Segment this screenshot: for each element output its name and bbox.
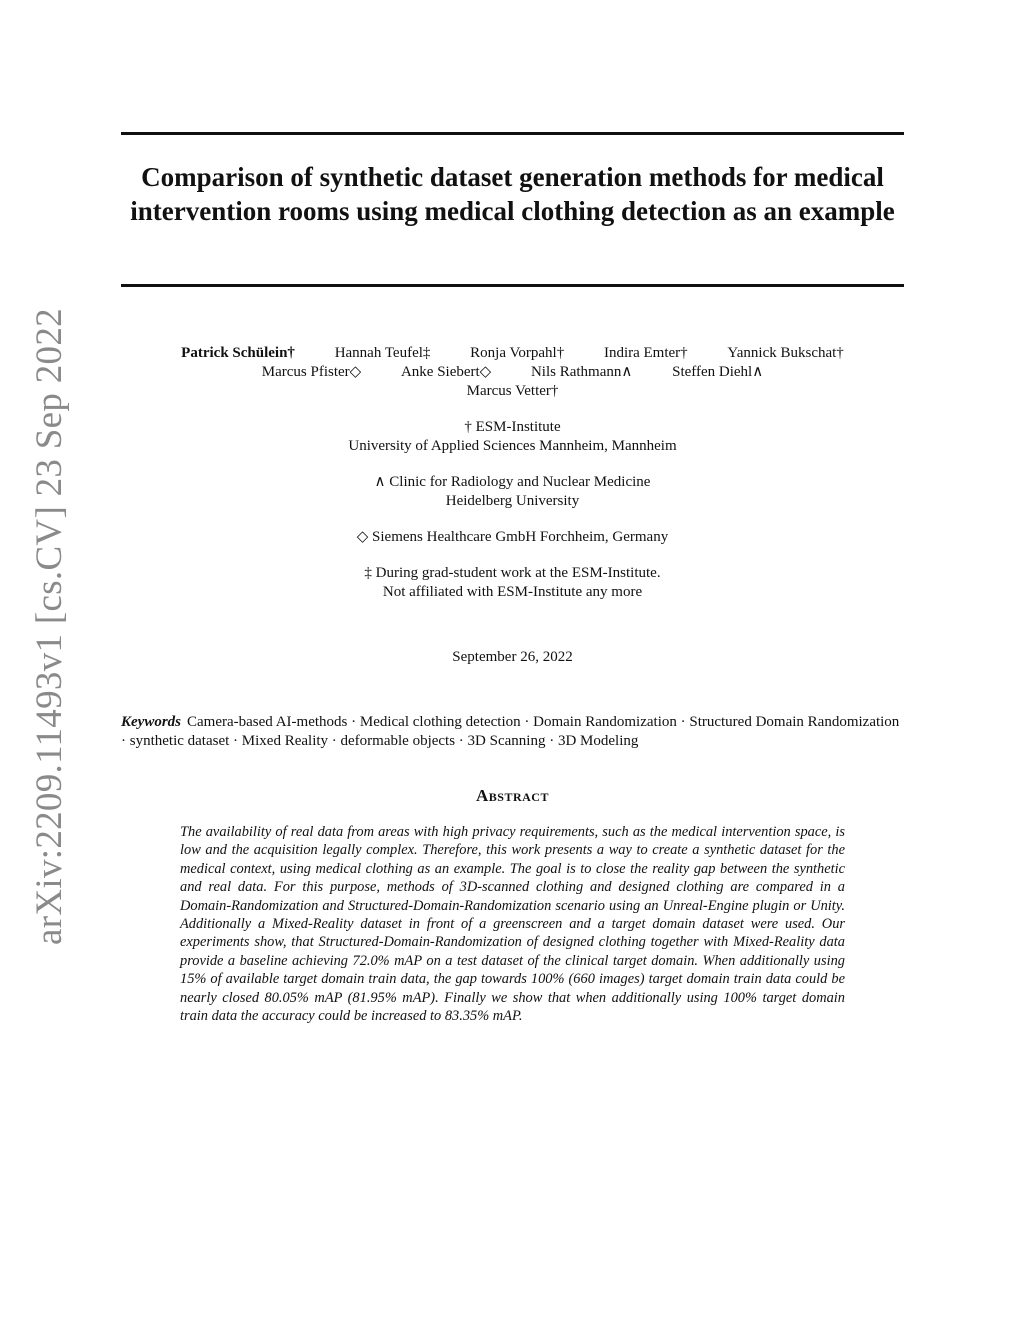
publication-date: September 26, 2022 xyxy=(452,649,573,665)
author: Hannah Teufel‡ xyxy=(334,345,431,361)
keywords-block xyxy=(121,713,904,751)
affiliation-heidelberg xyxy=(121,473,904,511)
affiliation-line: † ESM-Institute xyxy=(464,419,561,435)
affiliation-line: ◇ Siemens Healthcare GmbH Forchheim, Germany xyxy=(356,529,669,545)
affiliation-note xyxy=(121,564,904,602)
affiliation-line: Not affiliated with ESM-Institute any more xyxy=(382,584,643,600)
affiliation-line: ∧ Clinic for Radiology and Nuclear Medicine xyxy=(374,474,651,490)
author: Marcus Pfister◇ xyxy=(261,364,362,380)
author: Marcus Vetter† xyxy=(466,383,559,399)
affiliation-list xyxy=(121,418,904,619)
affiliation-siemens xyxy=(121,528,904,547)
author: Ronja Vorpahl† xyxy=(470,345,565,361)
title-top-rule xyxy=(121,132,904,135)
author: Indira Emter† xyxy=(603,345,688,361)
abstract-text: The availability of real data from areas with high privacy requirements, such as the medical intervention space, is low and the acquisition legally complex. Therefore, this work presents a way to create a synthetic dataset for the medical context, using medical clothing as an example. The goal is to close the reality gap between the synthetic and real data. For this purpose, methods of 3D-scanned clothing and designed clothing are compared in a Domain-Randomization and Structured-Domain-Randomization scenario using an Unreal-Engine plugin or Unity. Additionally a Mixed-Reality dataset in front of a greenscreen and a target domain dataset were used. Our experiments show, that Structured-Domain-Randomization of designed clothing together with Mixed-Reality data provide a baseline achieving 72.0% mAP on a test dataset of the clinical target domain. When additionally using 15% of available target domain train data, the gap towards 100% (660 images) target domain train data could be nearly closed 80.05% mAP (81.95% mAP). Finally we show that when additionally using 100% target domain train data the accuracy could be increased to 83.35% mAP. xyxy=(180,824,845,1025)
abstract-heading: Abstract xyxy=(476,786,549,805)
title-bottom-rule xyxy=(121,284,904,287)
author-line-1 xyxy=(121,344,904,363)
arxiv-identifier: arXiv:2209.11493v1 [cs.CV] 23 Sep 2022 xyxy=(29,308,70,945)
affiliation-line: University of Applied Sciences Mannheim, Mannheim xyxy=(348,438,677,454)
author: Yannick Bukschat† xyxy=(727,345,844,361)
author-line-2 xyxy=(121,363,904,382)
author-line-3 xyxy=(121,382,904,401)
keywords-text: Camera-based AI-methods · Medical clothing detection · Domain Randomization · Structured Domain Randomization · synthetic dataset · Mixed Reality · deformable objects · 3D Scanning · 3D Modeling xyxy=(121,714,900,749)
author: Nils Rathmann∧ xyxy=(530,364,633,380)
author: Steffen Diehl∧ xyxy=(672,364,764,380)
author-list xyxy=(121,344,904,401)
affiliation-line: Heidelberg University xyxy=(445,493,580,509)
author: Anke Siebert◇ xyxy=(400,364,492,380)
paper-title: Comparison of synthetic dataset generation methods for medical intervention rooms using medical clothing detection as an example xyxy=(130,162,895,226)
keywords-label: Keywords xyxy=(121,714,181,730)
affiliation-line: ‡ During grad-student work at the ESM-Institute. xyxy=(364,565,661,581)
author: Patrick Schülein† xyxy=(181,345,295,361)
affiliation-esm xyxy=(121,418,904,456)
